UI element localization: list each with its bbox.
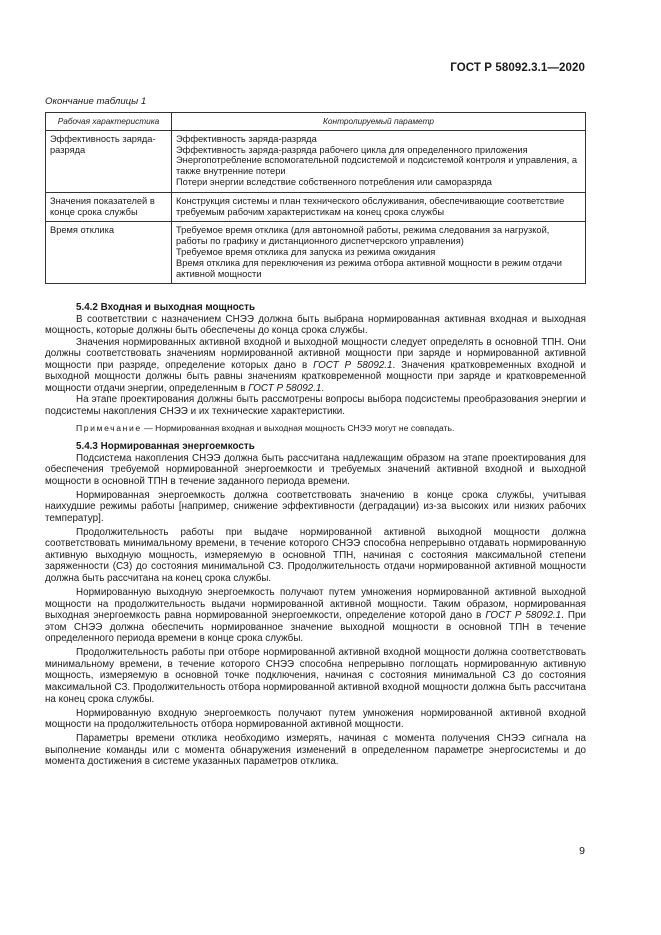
section-heading-5-4-3: 5.4.3 Нормированная энергоемкость — [76, 441, 255, 453]
paragraph: В соответствии с назначением СНЭЭ должна быть выбрана нормированная активная входная и выходная мощность, которые должны быть обеспечены до конца срока службы. — [45, 313, 586, 337]
standard-reference: ГОСТ Р 58092.1 — [485, 610, 562, 622]
table-row — [46, 222, 586, 284]
table-row — [46, 130, 586, 192]
paragraph: Нормированную выходную энергоемкость получают путем умножения нормированной активной выходной мощности на продолжительность выдачи нормированной активной мощности. Таким образом, нормированная выходная энергоемкость равна нормированной энергоемкости, определение которой дано в ГОСТ Р 58092.1. При этом СНЭЭ должна обеспечить нормированное значение выходной мощности в основной ТПН в течение определенного периода времени в конце срока службы. — [45, 587, 586, 645]
table-header-row — [46, 113, 586, 131]
document-header: ГОСТ Р 58092.3.1—2020 — [450, 62, 585, 74]
body-text — [45, 302, 586, 768]
table-cell-characteristic: Время отклика — [46, 222, 172, 284]
paragraph: Значения нормированных активной входной и выходной мощности следует определять в основной ТПН. Они должны соответствовать значениям нормированной активной мощности при заряде и нормированной активной мощности при разряде, определение которых дано в ГОСТ Р 58092.1. Значения кратковременных входной и выходной мощности должны быть равны значениям кратковременной мощности при заряде и кратковременной мощности отдачи энергии, определенным в ГОСТ Р 58092.1. — [45, 336, 586, 394]
table-cell-characteristic: Эффективность заряда-разряда — [46, 130, 172, 192]
paragraph: Продолжительность работы при выдаче нормированной активной выходной мощности должна соответствовать минимальному времени, в течение которого СНЭЭ способна непрерывно отдавать нормированную активную выходную мощность, измеряемую в основной ТПН, начиная с состояния максимальной степени заряженности (СЗ) до состояния минимальной СЗ. Продолжительность отдачи нормированной активной мощности должна быть рассчитана на конец срока службы. — [45, 526, 586, 585]
table-cell-parameters — [172, 130, 586, 192]
parameter-line: Потери энергии вследствие собственного потребления или саморазряда — [176, 176, 492, 187]
note — [45, 423, 586, 435]
parameter-line: Энергопотребление вспомогательной подсистемой и подсистемой контроля и управления, а также внутренние потери — [176, 155, 578, 177]
parameter-line: Требуемое время отклика для запуска из режима ожидания — [176, 246, 436, 257]
table-row — [46, 192, 586, 222]
table-cell-characteristic: Значения показателей в конце срока службы — [46, 192, 172, 222]
table-cell-parameters — [172, 192, 586, 222]
column-header-characteristic: Рабочая характеристика — [46, 113, 172, 131]
note-label: Примечание — [76, 423, 142, 434]
paragraph: Подсистема накопления СНЭЭ должна быть рассчитана надлежащим образом на этапе проектирования для обеспечения требуемой нормированной энергоемкости и требуемых значений активной входной и выходной мощности в основной ТПН в течение заданного периода времени. — [45, 452, 586, 487]
page-number: 9 — [579, 845, 585, 857]
parameter-line: Время отклика для переключения из режима отбора активной мощности в режим отдачи активной мощности — [176, 257, 562, 279]
paragraph: Параметры времени отклика необходимо измерять, начиная с момента получения СНЭЭ сигнала на выполнение команды или с момента обнаружения изменений в определенном параметре энергосистемы и до момента достижения в системе указанных параметров отклика. — [45, 733, 586, 768]
standard-reference: ГОСТ Р 58092.1 — [248, 382, 322, 394]
note-text: — Нормированная входная и выходная мощность СНЭЭ могут не совпадать. — [141, 423, 455, 434]
table-caption: Окончание таблицы 1 — [45, 96, 147, 107]
column-header-parameter: Контролируемый параметр — [172, 113, 586, 131]
parameter-line: Конструкция системы и план технического обслуживания, обеспечивающие соответствие требуемым рабочим характеристикам на конец срока службы — [176, 195, 565, 217]
paragraph: Нормированную входную энергоемкость получают путем умножения нормированной активной входной мощности на продолжительность отбора нормированной активной мощности. — [45, 707, 586, 731]
parameter-line: Эффективность заряда-разряда — [176, 133, 317, 144]
table-cell-parameters — [172, 222, 586, 284]
paragraph: Нормированная энергоемкость должна соответствовать значению в конце срока службы, учитывая наихудшие режимы работы [например, снижение эффективности (деградации) из-за высоких или низких рабочих температур]. — [45, 489, 586, 524]
parameter-line: Эффективность заряда-разряда рабочего цикла для определенного приложения — [176, 144, 528, 155]
parameter-line: Требуемое время отклика (для автономной работы, режима следования за нагрузкой, работы по графику и дистанционного диспетчерского управления) — [176, 225, 550, 247]
characteristics-table — [45, 112, 586, 284]
paragraph: Продолжительность работы при отборе нормированной активной входной мощности должна соответствовать минимальному времени, в течение которого СНЭЭ способна непрерывно поглощать нормированную активную мощность, измеряемую в основной точке подключения, начиная с состояния минимальной СЗ до состояния максимальной СЗ. Продолжительность отбора нормированной активной входной мощности должна быть рассчитана на конец срока службы. — [45, 647, 586, 705]
paragraph: На этапе проектирования должны быть рассмотрены вопросы выбора подсистемы преобразования энергии и подсистемы накопления СНЭЭ и их технические характеристики. — [45, 394, 586, 417]
section-heading-5-4-2: 5.4.2 Входная и выходная мощность — [76, 302, 256, 313]
standard-reference: ГОСТ Р 58092.1 — [313, 359, 393, 371]
